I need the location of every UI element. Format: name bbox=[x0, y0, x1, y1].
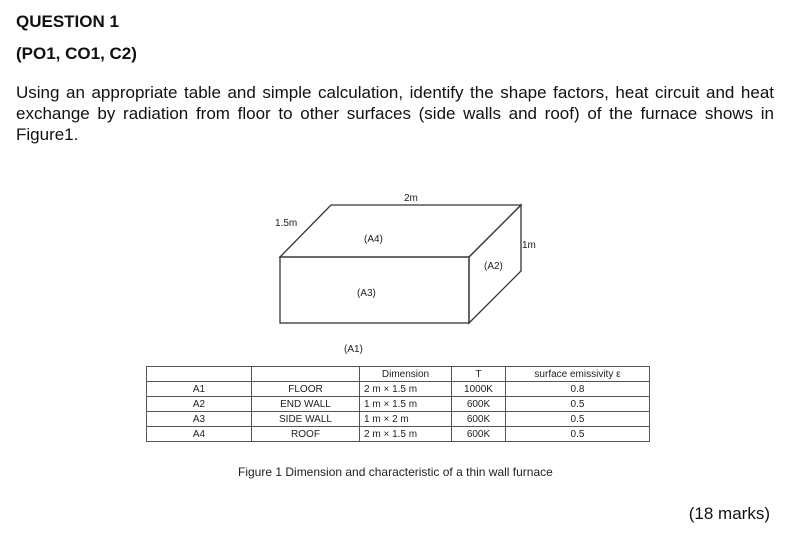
surface-a3-label: (A3) bbox=[357, 288, 376, 299]
cell-emissivity: 0.5 bbox=[506, 427, 650, 442]
table-row bbox=[147, 397, 650, 412]
cell-emissivity: 0.5 bbox=[506, 397, 650, 412]
cell-temperature: 600K bbox=[452, 397, 506, 412]
cell-dimension: 1 m × 1.5 m bbox=[360, 397, 452, 412]
dimension-width-label: 1.5m bbox=[275, 218, 298, 229]
header-temperature: T bbox=[452, 367, 506, 382]
cell-id: A2 bbox=[147, 397, 252, 412]
cell-emissivity: 0.8 bbox=[506, 382, 650, 397]
dimension-length-label: 2m bbox=[404, 193, 418, 204]
table-header-row bbox=[147, 367, 650, 382]
cell-id: A1 bbox=[147, 382, 252, 397]
question-heading: QUESTION 1 bbox=[16, 12, 119, 31]
surface-a1-label: (A1) bbox=[344, 344, 363, 355]
cell-dimension: 2 m × 1.5 m bbox=[360, 382, 452, 397]
cell-emissivity: 0.5 bbox=[506, 412, 650, 427]
table-row bbox=[147, 382, 650, 397]
marks-allocation: (18 marks) bbox=[688, 504, 770, 523]
dimension-height-label: 1m bbox=[522, 240, 536, 251]
surface-a4-label: (A4) bbox=[364, 234, 383, 245]
outcome-codes: (PO1, CO1, C2) bbox=[16, 44, 137, 63]
cell-surface: END WALL bbox=[252, 397, 360, 412]
cell-dimension: 1 m × 2 m bbox=[360, 412, 452, 427]
surface-a2-label: (A2) bbox=[484, 261, 503, 272]
cell-surface: FLOOR bbox=[252, 382, 360, 397]
cell-id: A4 bbox=[147, 427, 252, 442]
header-blank-id bbox=[147, 367, 252, 382]
question-text: Using an appropriate table and simple calculation, identify the shape factors, heat circuit and heat exchange by radiation from floor to other surfaces (side walls and roof) of the furnace shows in Figure1. bbox=[16, 83, 774, 144]
cell-dimension: 2 m × 1.5 m bbox=[360, 427, 452, 442]
roof-face bbox=[280, 205, 521, 257]
figure-caption: Figure 1 Dimension and characteristic of a thin wall furnace bbox=[238, 465, 553, 479]
cell-id: A3 bbox=[147, 412, 252, 427]
cell-temperature: 600K bbox=[452, 412, 506, 427]
surface-properties-table bbox=[146, 366, 650, 442]
table-row bbox=[147, 412, 650, 427]
header-blank-surface bbox=[252, 367, 360, 382]
header-emissivity: surface emissivity ε bbox=[506, 367, 650, 382]
cell-surface: ROOF bbox=[252, 427, 360, 442]
table-row bbox=[147, 427, 650, 442]
cell-temperature: 1000K bbox=[452, 382, 506, 397]
cell-temperature: 600K bbox=[452, 427, 506, 442]
cell-surface: SIDE WALL bbox=[252, 412, 360, 427]
header-dimension: Dimension bbox=[360, 367, 452, 382]
